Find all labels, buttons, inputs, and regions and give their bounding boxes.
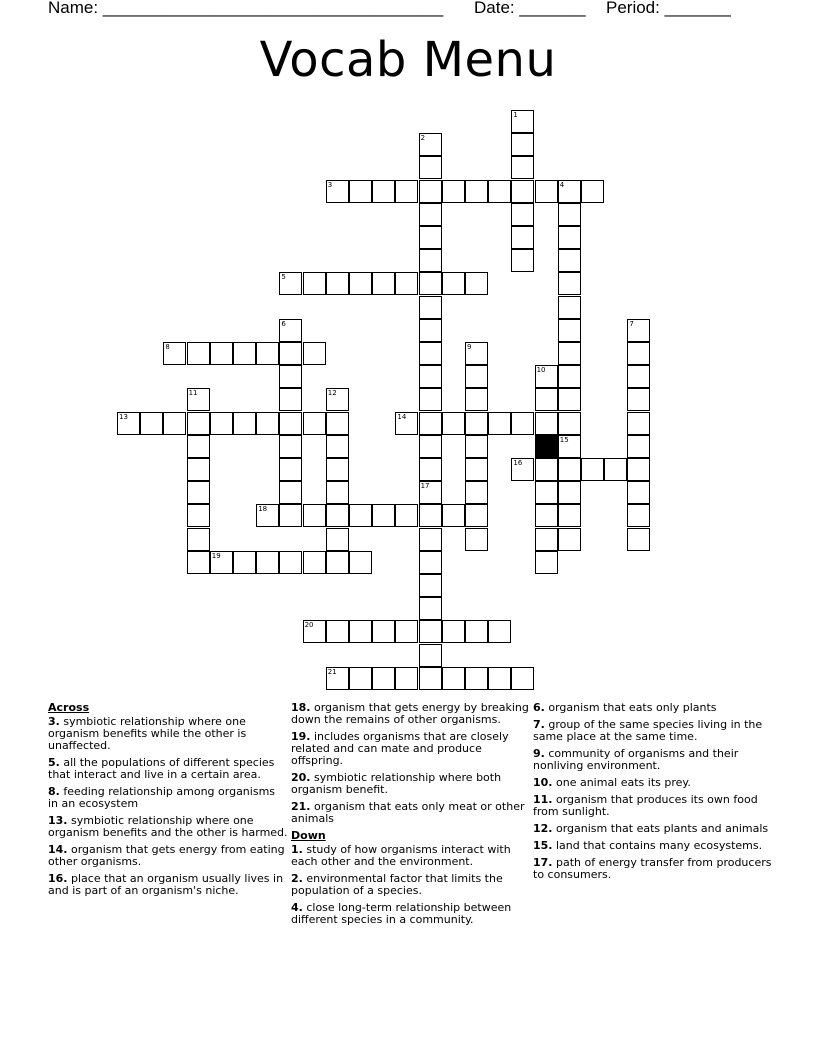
clue-across-18: 18. organism that gets energy by breaking down the remains of other organisms. (291, 701, 529, 726)
grid-cell[interactable] (488, 667, 511, 690)
grid-cell[interactable] (419, 365, 442, 388)
grid-cell[interactable] (419, 203, 442, 226)
grid-cell[interactable] (465, 342, 488, 365)
grid-cell[interactable] (349, 620, 372, 643)
clue-across-14: 14. organism that gets energy from eating other organisms. (48, 843, 285, 868)
grid-cell[interactable] (256, 551, 279, 574)
grid-cell[interactable] (511, 180, 534, 203)
page-title: Vocab Menu (259, 32, 557, 88)
clue-number: 17 (420, 482, 430, 491)
down-heading: Down (291, 829, 326, 842)
grid-cell[interactable] (419, 435, 442, 458)
grid-cell[interactable] (326, 528, 349, 551)
grid-cell[interactable] (395, 272, 418, 295)
grid-cell[interactable] (349, 551, 372, 574)
clue-across-3: 3. symbiotic relationship where one organism benefits while the other is unaffected. (48, 715, 247, 752)
grid-cell[interactable] (511, 203, 534, 226)
grid-cell[interactable] (535, 528, 558, 551)
grid-cell[interactable] (558, 180, 581, 203)
clue-across-5: 5. all the populations of different species that interact and live in a certain area. (48, 756, 275, 781)
grid-cell[interactable] (279, 365, 302, 388)
grid-cell[interactable] (511, 156, 534, 179)
grid-cell[interactable] (442, 620, 465, 643)
grid-cell[interactable] (395, 412, 418, 435)
clue-number: 7 (629, 319, 634, 328)
grid-cell[interactable] (187, 504, 210, 527)
grid-cell[interactable] (558, 504, 581, 527)
grid-cell[interactable] (279, 319, 302, 342)
clue-across-8: 8. feeding relationship among organisms in an ecosystem (48, 785, 276, 810)
grid-cell[interactable] (256, 412, 279, 435)
grid-cell[interactable] (581, 458, 604, 481)
grid-cell[interactable] (372, 180, 395, 203)
grid-cell[interactable] (279, 342, 302, 365)
grid-cell[interactable] (465, 458, 488, 481)
clue-down-12: 12. organism that eats plants and animals (533, 822, 769, 835)
grid-cell[interactable] (233, 342, 256, 365)
grid-cell[interactable] (627, 342, 650, 365)
clues-column-2 (291, 702, 531, 931)
grid-cell[interactable] (535, 481, 558, 504)
grid-cell[interactable] (326, 272, 349, 295)
grid-cell[interactable] (511, 249, 534, 272)
grid-cell[interactable] (558, 388, 581, 411)
grid-cell[interactable] (558, 342, 581, 365)
grid-cell[interactable] (372, 620, 395, 643)
clue-number: 9 (467, 343, 472, 351)
grid-cell[interactable] (535, 458, 558, 481)
grid-cell[interactable] (419, 226, 442, 249)
grid-cell[interactable] (465, 180, 488, 203)
grid-cell[interactable] (558, 412, 581, 435)
grid-cell[interactable] (558, 458, 581, 481)
grid-cell[interactable] (465, 620, 488, 643)
grid-cell[interactable] (395, 620, 418, 643)
grid-cell[interactable] (303, 342, 326, 365)
grid-cell[interactable] (233, 412, 256, 435)
grid-cell[interactable] (210, 342, 233, 365)
clue-across-19: 19. includes organisms that are closely related and can mate and produce offspring. (291, 730, 509, 767)
across-heading: Across (48, 701, 90, 714)
grid-cell[interactable] (627, 504, 650, 527)
grid-cell[interactable] (163, 412, 186, 435)
grid-cell[interactable] (627, 319, 650, 342)
grid-cell[interactable] (187, 528, 210, 551)
grid-cell[interactable] (303, 504, 326, 527)
grid-cell[interactable] (419, 644, 442, 667)
clue-number: 20 (304, 621, 314, 630)
grid-cell[interactable] (419, 481, 442, 504)
clue-number: 12 (327, 389, 337, 398)
grid-cell[interactable] (419, 458, 442, 481)
grid-cell[interactable] (442, 667, 465, 690)
grid-cell[interactable] (326, 388, 349, 411)
grid-cell[interactable] (187, 435, 210, 458)
grid-cell[interactable] (627, 528, 650, 551)
grid-cell[interactable] (117, 412, 140, 435)
clue-number: 14 (397, 412, 407, 421)
grid-cell[interactable] (511, 110, 534, 133)
grid-cell[interactable] (488, 180, 511, 203)
grid-cell[interactable] (395, 504, 418, 527)
clue-number: 8 (165, 343, 170, 351)
grid-cell[interactable] (535, 504, 558, 527)
clue-number: 10 (536, 366, 546, 375)
grid-cell[interactable] (140, 412, 163, 435)
name-field-label[interactable]: Name: ____________________________________ (48, 0, 444, 17)
clue-down-15: 15. land that contains many ecosystems. (533, 839, 763, 852)
grid-cell[interactable] (558, 528, 581, 551)
clue-number: 21 (327, 667, 337, 676)
grid-cell[interactable] (442, 180, 465, 203)
grid-cell[interactable] (419, 342, 442, 365)
grid-cell[interactable] (419, 597, 442, 620)
grid-cell[interactable] (465, 388, 488, 411)
grid-cell[interactable] (372, 504, 395, 527)
clue-number: 15 (559, 435, 569, 444)
grid-cell[interactable] (233, 551, 256, 574)
grid-cell[interactable] (419, 388, 442, 411)
clue-across-13: 13. symbiotic relationship where one organism benefits and the other is harmed. (48, 814, 288, 839)
clue-down-2: 2. environmental factor that limits the population of a species. (291, 872, 503, 897)
grid-cell[interactable] (187, 458, 210, 481)
grid-cell[interactable] (303, 620, 326, 643)
grid-cell[interactable] (279, 458, 302, 481)
grid-cell[interactable] (395, 667, 418, 690)
grid-cell[interactable] (279, 504, 302, 527)
clue-down-6: 6. organism that eats only plants (533, 701, 717, 714)
clue-across-16: 16. place that an organism usually lives in and is part of an organism's niche. (48, 872, 284, 897)
grid-cell[interactable] (187, 412, 210, 435)
grid-cell[interactable] (349, 180, 372, 203)
clue-down-10: 10. one animal eats its prey. (533, 776, 691, 789)
grid-cell[interactable] (372, 272, 395, 295)
grid-cell[interactable] (535, 365, 558, 388)
grid-cell[interactable] (511, 412, 534, 435)
grid-cell[interactable] (465, 481, 488, 504)
grid-cell[interactable] (279, 551, 302, 574)
grid-cell[interactable] (627, 458, 650, 481)
grid-cell[interactable] (419, 249, 442, 272)
clue-across-20: 20. symbiotic relationship where both organism benefit. (291, 771, 502, 796)
grid-cell[interactable] (558, 365, 581, 388)
period-field-label[interactable]: Period: _______ (606, 0, 731, 17)
grid-cell[interactable] (419, 574, 442, 597)
clue-number: 1 (513, 111, 518, 119)
grid-cell[interactable] (419, 156, 442, 179)
clue-number: 19 (211, 551, 221, 560)
grid-cell[interactable] (419, 180, 442, 203)
grid-cell[interactable] (163, 342, 186, 365)
grid-cell[interactable] (465, 528, 488, 551)
date-field-label[interactable]: Date: _______ (474, 0, 586, 17)
clue-number: 4 (559, 180, 565, 189)
grid-cell[interactable] (465, 667, 488, 690)
grid-cell[interactable] (187, 388, 210, 411)
grid-cell[interactable] (535, 551, 558, 574)
grid-cell[interactable] (535, 388, 558, 411)
clue-number: 18 (258, 505, 268, 514)
clue-down-7: 7. group of the same species living in the same place at the same time. (533, 718, 763, 743)
grid-cell[interactable] (349, 504, 372, 527)
grid-cell[interactable] (326, 458, 349, 481)
grid-cell[interactable] (419, 412, 442, 435)
grid-cell[interactable] (604, 458, 627, 481)
grid-cell[interactable] (627, 435, 650, 458)
grid-cell[interactable] (303, 272, 326, 295)
grid-cell[interactable] (442, 272, 465, 295)
clue-across-21: 21. organism that eats only meat or other animals (291, 800, 525, 825)
grid-cell[interactable] (465, 412, 488, 435)
grid-cell[interactable] (279, 412, 302, 435)
clue-down-11: 11. organism that produces its own food from sunlight. (533, 793, 758, 818)
grid-cell[interactable] (326, 180, 349, 203)
grid-cell[interactable] (210, 551, 233, 574)
clue-number: 13 (119, 412, 128, 421)
grid-cell[interactable] (419, 528, 442, 551)
grid-cell[interactable] (279, 481, 302, 504)
clue-down-17: 17. path of energy transfer from producers to consumers. (533, 856, 772, 881)
grid-cell[interactable] (465, 504, 488, 527)
grid-cell[interactable] (279, 435, 302, 458)
clue-number: 11 (188, 389, 198, 398)
grid-cell[interactable] (511, 458, 534, 481)
grid-cell[interactable] (488, 412, 511, 435)
grid-cell[interactable] (326, 620, 349, 643)
grid-cell[interactable] (511, 133, 534, 156)
grid-cell[interactable] (187, 551, 210, 574)
grid-cell[interactable] (558, 226, 581, 249)
grid-cell[interactable] (372, 667, 395, 690)
grid-cell[interactable] (326, 551, 349, 574)
grid-cell[interactable] (279, 272, 302, 295)
grid-cell[interactable] (326, 435, 349, 458)
grid-cell[interactable] (279, 388, 302, 411)
grid-cell[interactable] (419, 272, 442, 295)
grid-cell[interactable] (535, 180, 558, 203)
black-cell (535, 435, 558, 458)
grid-cell[interactable] (627, 388, 650, 411)
grid-cell[interactable] (627, 365, 650, 388)
grid-cell[interactable] (419, 620, 442, 643)
grid-cell[interactable] (442, 504, 465, 527)
grid-cell[interactable] (303, 551, 326, 574)
grid-cell[interactable] (465, 435, 488, 458)
grid-cell[interactable] (488, 620, 511, 643)
grid-cell[interactable] (558, 272, 581, 295)
grid-cell[interactable] (558, 481, 581, 504)
grid-cell[interactable] (210, 412, 233, 435)
grid-cell[interactable] (326, 667, 349, 690)
clue-down-1: 1. study of how organisms interact with each other and the environment. (291, 843, 511, 868)
grid-cell[interactable] (187, 342, 210, 365)
grid-cell[interactable] (419, 551, 442, 574)
grid-cell[interactable] (465, 272, 488, 295)
grid-cell[interactable] (326, 481, 349, 504)
grid-cell[interactable] (303, 412, 326, 435)
grid-cell[interactable] (627, 412, 650, 435)
grid-cell[interactable] (419, 133, 442, 156)
grid-cell[interactable] (349, 272, 372, 295)
grid-cell[interactable] (419, 296, 442, 319)
grid-cell[interactable] (419, 667, 442, 690)
grid-cell[interactable] (187, 481, 210, 504)
grid-cell[interactable] (511, 667, 534, 690)
grid-cell[interactable] (419, 319, 442, 342)
grid-cell[interactable] (511, 226, 534, 249)
grid-cell[interactable] (581, 180, 604, 203)
clues-column-3 (533, 702, 773, 886)
grid-cell[interactable] (419, 504, 442, 527)
grid-cell[interactable] (535, 412, 558, 435)
clue-number: 3 (327, 180, 333, 189)
grid-cell[interactable] (558, 296, 581, 319)
clues-column-1 (48, 702, 288, 902)
grid-cell[interactable] (442, 412, 465, 435)
clue-number: 6 (281, 319, 286, 328)
grid-cell[interactable] (326, 412, 349, 435)
grid-cell[interactable] (256, 504, 279, 527)
grid-cell[interactable] (395, 180, 418, 203)
clue-number: 2 (420, 134, 426, 143)
clue-number: 16 (513, 459, 523, 467)
grid-cell[interactable] (558, 319, 581, 342)
grid-cell[interactable] (326, 504, 349, 527)
grid-cell[interactable] (558, 435, 581, 458)
grid-cell[interactable] (256, 342, 279, 365)
clue-number: 5 (281, 273, 286, 282)
grid-cell[interactable] (465, 365, 488, 388)
grid-cell[interactable] (558, 203, 581, 226)
clue-down-4: 4. close long-term relationship between different species in a community. (291, 901, 512, 926)
clue-down-9: 9. community of organisms and their nonliving environment. (533, 747, 739, 772)
grid-cell[interactable] (627, 481, 650, 504)
grid-cell[interactable] (558, 249, 581, 272)
grid-cell[interactable] (349, 667, 372, 690)
